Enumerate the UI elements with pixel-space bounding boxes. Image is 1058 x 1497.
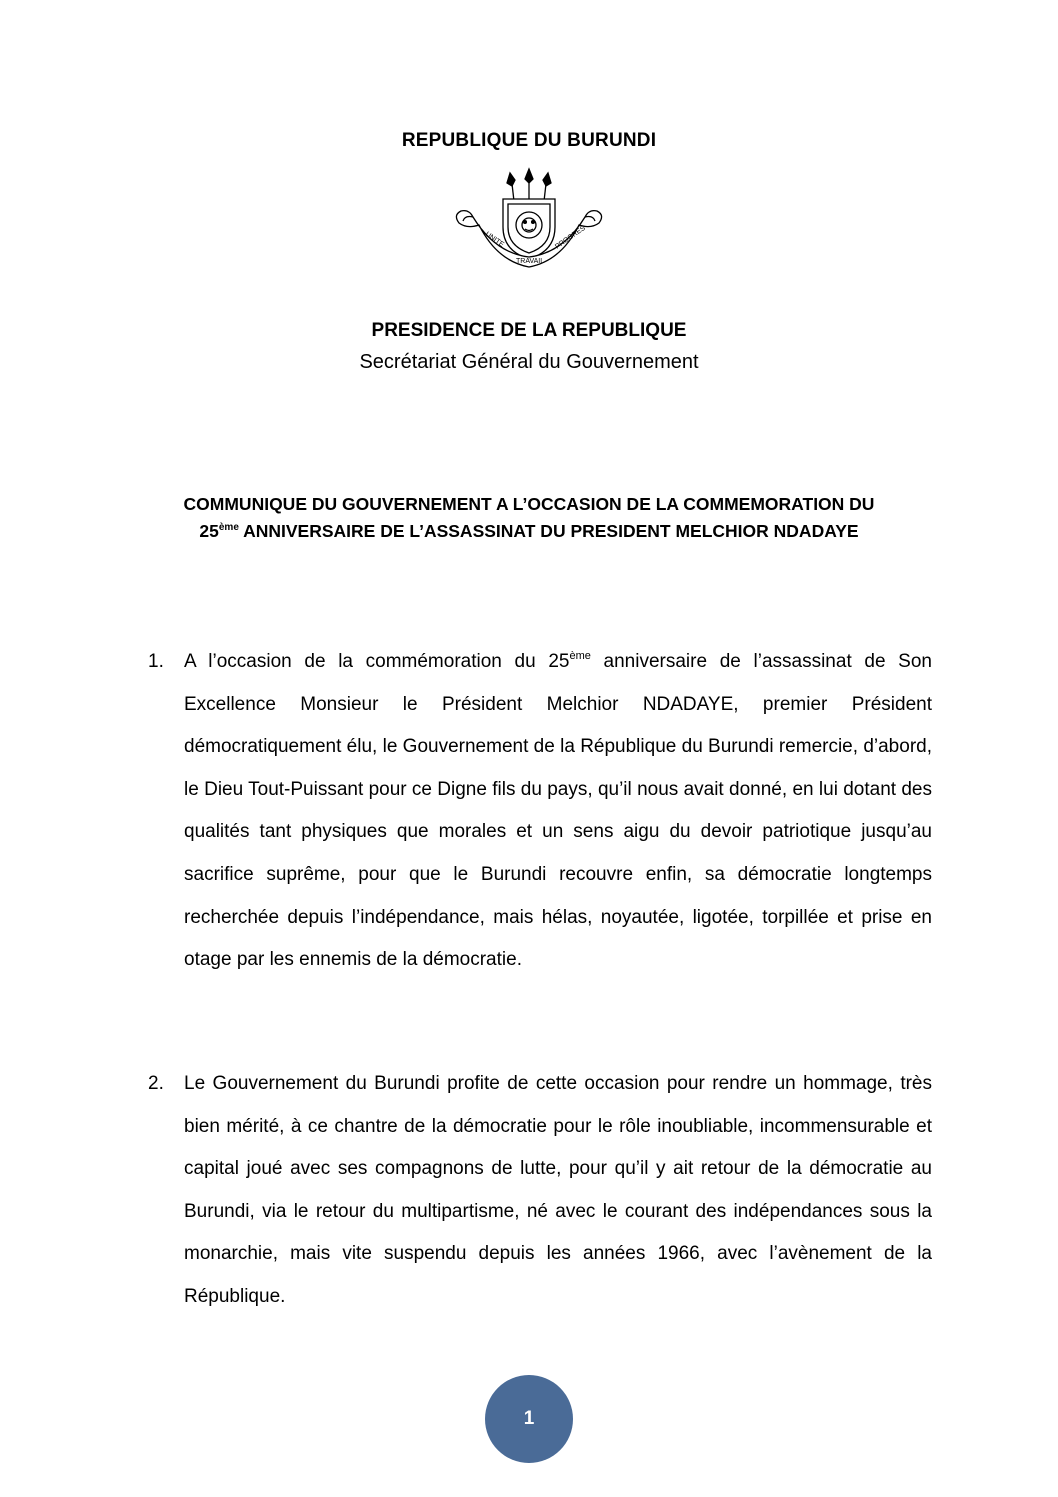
secretariat-subheading: Secrétariat Général du Gouvernement — [359, 351, 699, 373]
paragraph-text: Le Gouvernement du Burundi profite de cette occasion pour rendre un hommage, très bien mérité, à ce chantre de la démocratie pour le rôle inoubliable, incommensurable et capital joué avec ses compagnons de lutte, pour qu’il y ait retour de la démocratie au Burundi, via le retour du multipartisme, né avec le courant des indépendances sous la monarchie, mais vite suspendu depuis les années 1966, avec l’avènement de la République. — [184, 1073, 932, 1307]
numbered-paragraph-2 — [148, 1063, 932, 1319]
title-line-2: 25ème ANNIVERSAIRE DE L’ASSASSINAT DU PRESIDENT MELCHIOR NDADAYE — [199, 521, 859, 541]
page-number-badge: 1 — [485, 1375, 573, 1463]
communique-title — [0, 491, 1058, 545]
svg-text:UNITE: UNITE — [483, 230, 506, 249]
presidence-heading: PRESIDENCE DE LA REPUBLIQUE — [371, 320, 687, 341]
paragraph-number: 1. — [148, 651, 164, 672]
numbered-paragraph-1 — [148, 641, 932, 982]
svg-text:TRAVAIL: TRAVAIL — [516, 258, 545, 265]
country-heading: REPUBLIQUE DU BURUNDI — [401, 130, 657, 151]
svg-text:PROGRES: PROGRES — [554, 224, 587, 251]
coat-of-arms-emblem — [439, 165, 619, 280]
paragraph-number: 2. — [148, 1073, 164, 1094]
title-line-1: COMMUNIQUE DU GOUVERNEMENT A L’OCCASION DE LA COMMEMORATION DU — [183, 494, 875, 514]
paragraph-text: A l’occasion de la commémoration du 25ème anniversaire de l’assassinat de Son Excellence Monsieur le Président Melchior NDADAYE, premier Président démocratiquement élu, le Gouvernement de la République du Burundi remercie, d’abord, le Dieu Tout-Puissant pour ce Digne fils du pays, qu’il nous avait donné, en lui dotant des qualités tant physiques que morales et un sens aigu du devoir patriotique jusqu’au sacrifice suprême, pour que le Burundi recouvre enfin, sa démocratie longtemps recherchée depuis l’indépendance, mais hélas, noyautée, ligotée, torpillée et prise en otage par les ennemis de la démocratie. — [184, 650, 932, 971]
